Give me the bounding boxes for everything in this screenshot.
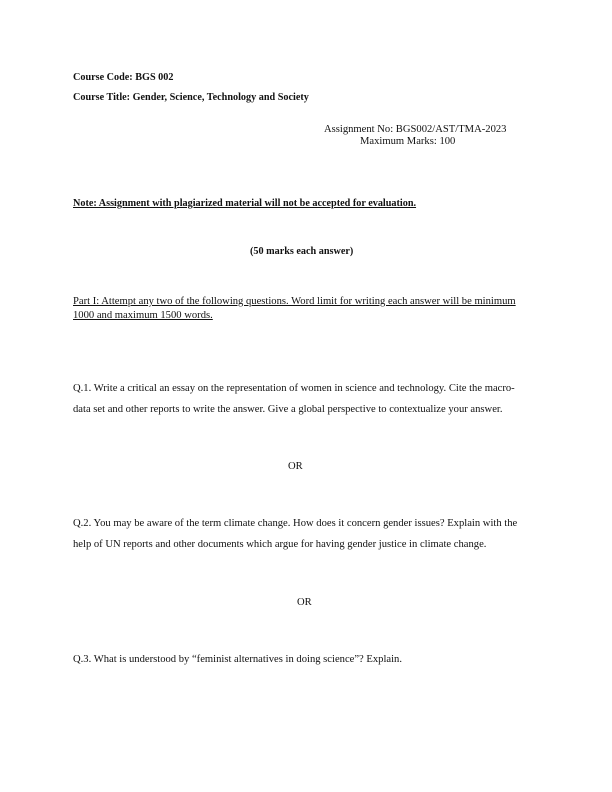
course-code: Course Code: BGS 002	[73, 72, 174, 83]
part-instruction-line-2: 1000 and maximum 1500 words.	[73, 310, 213, 321]
plagiarism-note: Note: Assignment with plagiarized material will not be accepted for evaluation.	[73, 198, 417, 209]
course-title: Course Title: Gender, Science, Technology and Society	[73, 92, 309, 103]
marks-each-answer: (50 marks each answer)	[250, 246, 354, 257]
question-3: Q.3. What is understood by “feminist alternatives in doing science”? Explain.	[73, 654, 403, 665]
assignment-number: Assignment No: BGS002/AST/TMA-2023	[324, 124, 507, 135]
or-separator-2: OR	[297, 597, 312, 608]
question-2-line-2: help of UN reports and other documents which argue for having gender justice in climate change.	[73, 539, 487, 550]
question-2-line-1: Q.2. You may be aware of the term climate change. How does it concern gender issues? Explain with the	[73, 518, 518, 529]
question-1-line-1: Q.1. Write a critical an essay on the representation of women in science and technology. Cite the macro-	[73, 383, 515, 394]
question-1-line-2: data set and other reports to write the answer. Give a global perspective to contextualize your answer.	[73, 404, 503, 415]
maximum-marks: Maximum Marks: 100	[360, 136, 456, 147]
or-separator-1: OR	[288, 461, 303, 472]
part-instruction-line-1: Part I: Attempt any two of the following questions. Word limit for writing each answer will be minimum	[73, 296, 516, 307]
